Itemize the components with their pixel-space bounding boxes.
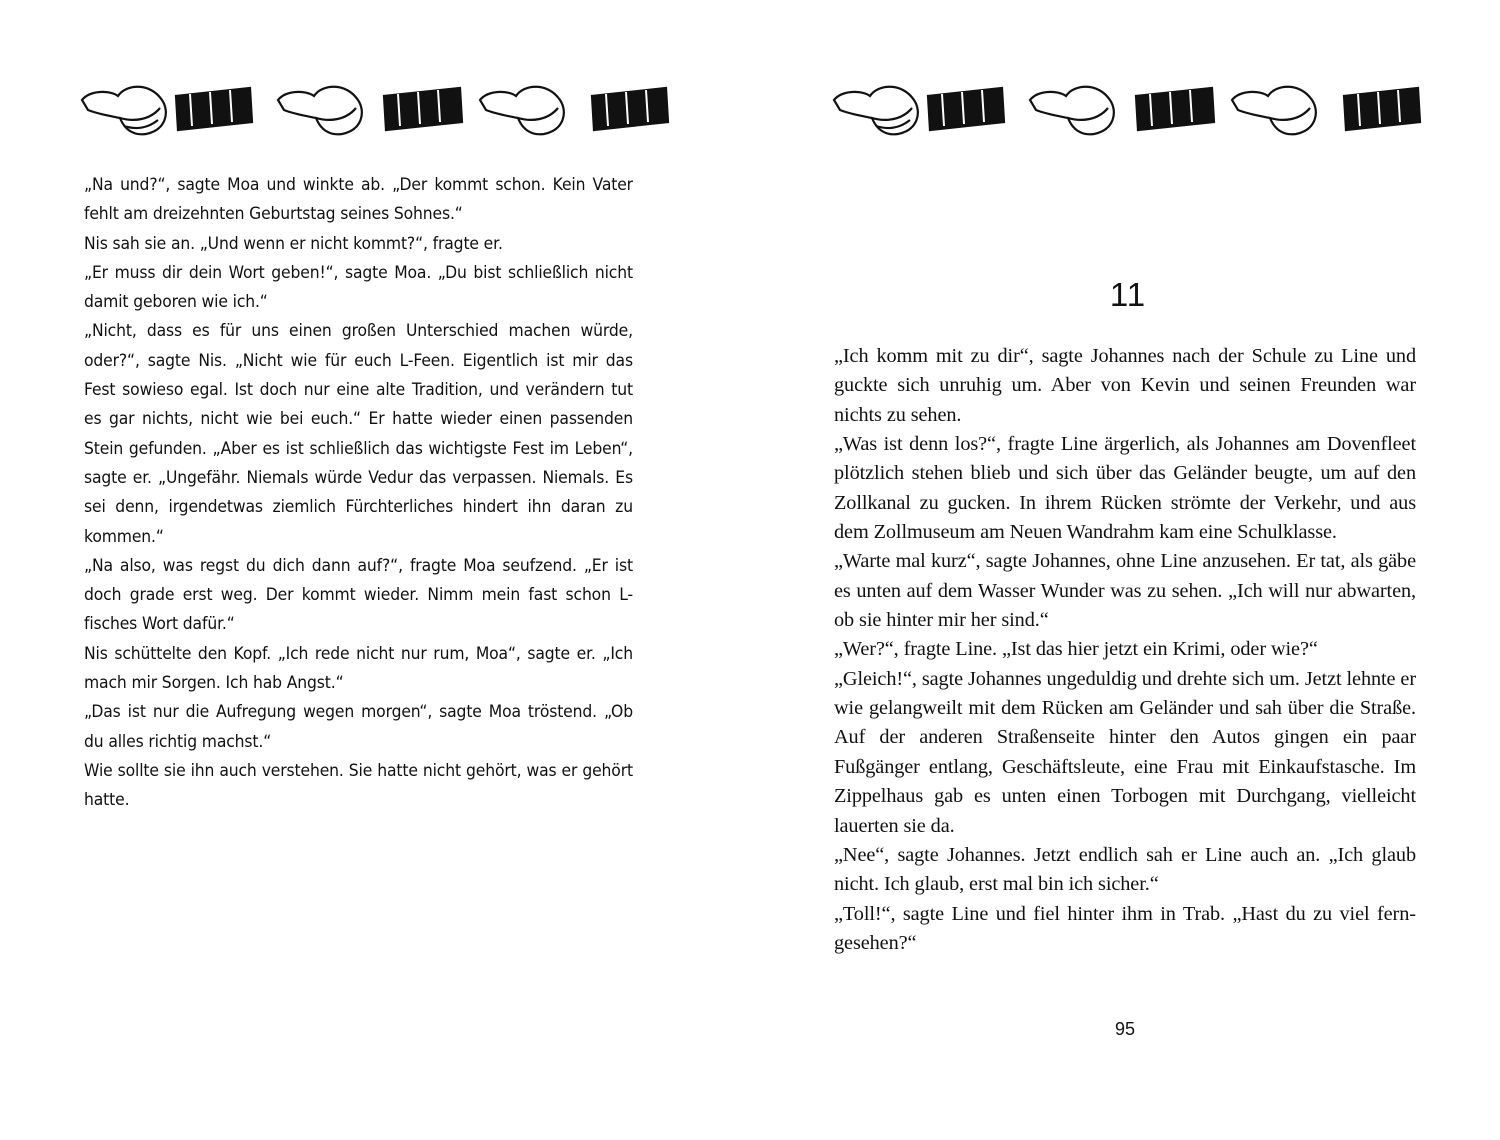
ornament-icon	[832, 78, 1422, 138]
paragraph: „Warte mal kurz“, sagte Johannes, ohne Line anzusehen. Er tat, als gäbe es unten auf dem Wasser Wunder was zu sehen. „Ich will nur abwarten, ob sie hinter mir her sind.“	[834, 550, 1416, 632]
chapter-number	[750, 276, 1500, 314]
paragraph: Nis schüttelte den Kopf. „Ich rede nicht nur rum, Moa“, sagte er. „Ich mach mir Sorgen. Ich hab Angst.“	[84, 643, 633, 693]
chapter-number-text: 11	[1109, 276, 1147, 313]
ornament-icon	[80, 78, 670, 138]
right-page-text	[834, 342, 1416, 958]
paragraph: „Na also, was regst du dich dann auf?“, fragte Moa seufzend. „Er ist doch grade erst weg. Der kommt wieder. Nimm mein fast schon L-fisches Wort dafür.“	[84, 555, 633, 634]
paragraph: „Nicht, dass es für uns einen großen Unterschied machen würde, oder?“, sagte Nis. „Nicht wie für euch L-Feen. Eigentlich ist mir das Fest sowieso egal. Ist doch nur eine alte Tradition, und verändern tut es gar nichts, nicht wie bei euch.“ Er hatte wieder einen passenden Stein gefunden. „Aber es ist schließlich das wichtigste Fest im Leben“, sagte er. „Ungefähr. Niemals würde Vedur das verpassen. Niemals. Es sei denn, irgendetwas ziemlich Fürchterliches hindert ihn daran zu kommen.“	[84, 321, 633, 546]
paragraph: Wie sollte sie ihn auch verstehen. Sie hatte nicht gehört, was er gehört hatte.	[84, 760, 633, 810]
paragraph: „Ich komm mit zu dir“, sagte Johannes nach der Schule zu Line und guckte sich unruhig um. Aber von Kevin und seinen Freunden war nichts zu sehen.	[834, 345, 1416, 426]
paragraph: „Das ist nur die Aufregung wegen morgen“, sagte Moa tröstend. „Ob du alles richtig machst.“	[84, 702, 633, 751]
paragraph: „Nee“, sagte Johannes. Jetzt endlich sah er Line auch an. „Ich glaub nicht. Ich glaub, erst mal bin ich sicher.“	[834, 843, 1416, 896]
page-number	[750, 1019, 1500, 1040]
paragraph: Nis sah sie an. „Und wenn er nicht kommt?“, fragte er.	[84, 233, 503, 253]
paragraph: „Toll!“, sagte Line und fiel hinter ihm in Trab. „Hast du zu viel ferngesehen?“	[834, 902, 1416, 954]
ornament-left	[80, 78, 670, 138]
paragraph: „Na und?“, sagte Moa und winkte ab. „Der kommt schon. Kein Vater fehlt am dreizehnten Geburtstag seines Sohnes.“	[84, 175, 633, 224]
paragraph: „Gleich!“, sagte Johannes ungeduldig und drehte sich um. Jetzt lehnte er wie gelangweilt mit dem Rücken am Geländer und sah über die Straße. Auf der anderen Straßenseite hinter den Autos gingen ein paar Fußgänger entlang, Geschäftsleute, eine Frau mit Einkaufstasche. Im Zippelhaus gab es unten einen Torbogen mit Durchgang, vielleicht lauerten sie da.	[834, 667, 1416, 837]
page-number-text: 95	[1114, 1019, 1136, 1039]
left-page-text	[84, 170, 633, 815]
right-page	[750, 0, 1500, 1140]
paragraph: „Wer?“, fragte Line. „Ist das hier jetzt ein Krimi, oder wie?“	[834, 638, 1318, 661]
paragraph: „Was ist denn los?“, fragte Line ärgerlich, als Johannes am Dovenfleet plötzlich stehen blieb und sich über das Geländer beugte, um auf den Zollkanal zu gucken. In ihrem Rücken strömte der Verkehr, und aus dem Zollmuseum am Neuen Wandrahm kam eine Schulklasse.	[834, 433, 1416, 544]
ornament-right	[832, 78, 1422, 138]
paragraph: „Er muss dir dein Wort geben!“, sagte Moa. „Du bist schließlich nicht damit geboren wie ich.“	[84, 262, 633, 312]
